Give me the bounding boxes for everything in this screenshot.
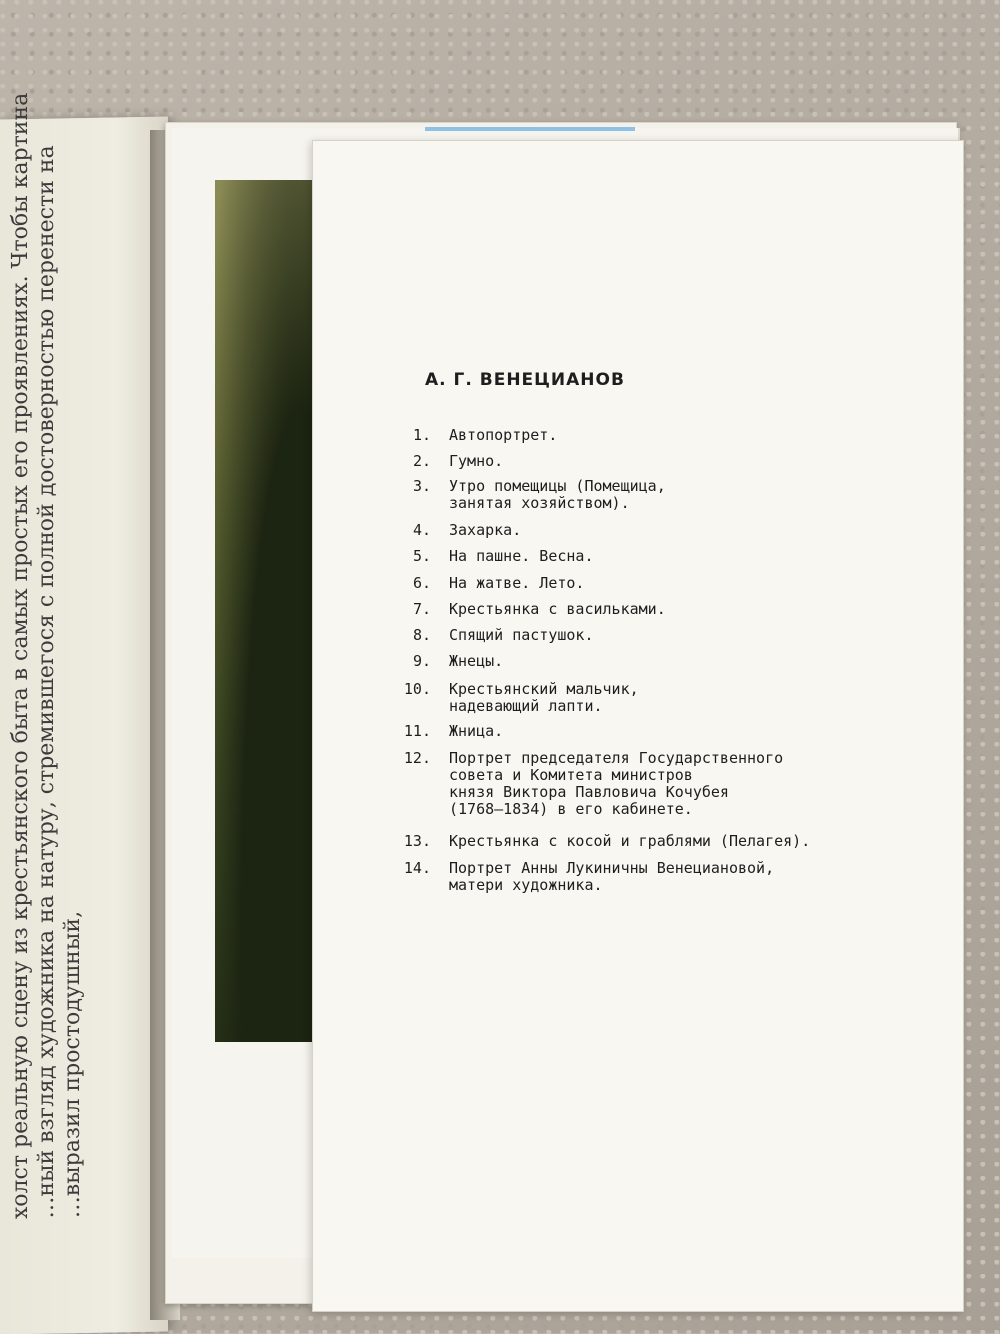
contents-item [383,653,503,670]
item-text-line: надевающий лапти. [449,697,603,715]
artwork-print [215,180,325,1042]
left-page-line: …ный взгляд художника на натуру, стремившегося с полной достоверностью перенести на [34,145,59,1219]
blue-card-edge [425,127,635,131]
contents-item [383,860,774,894]
item-number: 7. [412,600,431,618]
item-number: 12. [403,749,431,767]
item-number: 5. [412,547,431,565]
item-text-line: занятая хозяйством). [449,494,630,512]
book-left-page [0,92,168,1334]
contents-item [383,548,594,565]
contents-card [312,140,964,1312]
item-number: 4. [412,521,431,539]
item-text-line: Захарка. [449,521,522,539]
item-number: 14. [403,859,431,877]
contents-item [383,723,503,740]
item-number: 8. [412,626,431,644]
item-text-line: Гумно. [449,452,504,470]
contents-item [383,575,584,592]
left-page-text [8,92,138,1220]
contents-item [383,750,783,818]
contents-item [383,627,594,644]
item-text-line: Портрет председателя Государственного [449,749,784,767]
left-page-line: холст реальную сцену из крестьянского быта в самых простых его проявлениях. Чтобы картина [8,92,33,1220]
item-number: 1. [412,426,431,444]
item-number: 11. [403,722,431,740]
contents-item [383,453,503,470]
item-text-line: совета и Комитета министров [449,766,693,784]
item-number: 3. [412,477,431,495]
item-text-line: Жница. [449,722,504,740]
item-text-line: На жатве. Лето. [449,574,585,592]
contents-item [383,427,557,444]
left-page-line: …выразил простодушный, [60,910,85,1219]
contents-item [383,522,521,539]
contents-item [383,601,666,618]
item-text-line: Утро помещицы (Помещица, [449,477,666,495]
item-number: 2. [412,452,431,470]
item-text-line: Спящий пастушок. [449,626,594,644]
item-text-line: Крестьянка с косой и граблями (Пелагея). [449,832,811,850]
item-number: 13. [403,832,431,850]
contents-item [383,681,639,715]
item-text-line: князя Виктора Павловича Кочубея [449,783,729,801]
item-number: 10. [403,680,431,698]
card-title: А. Г. ВЕНЕЦИАНОВ [425,370,625,390]
item-text-line: Автопортрет. [449,426,558,444]
item-text-line: Крестьянский мальчик, [449,680,639,698]
contents-item [383,478,666,512]
item-number: 9. [412,652,431,670]
item-text-line: На пашне. Весна. [449,547,594,565]
item-number: 6. [412,574,431,592]
item-text-line: матери художника. [449,876,603,894]
item-text-line: Портрет Анны Лукиничны Венециановой, [449,859,775,877]
item-text-line: Жнецы. [449,652,504,670]
contents-item [383,833,810,850]
item-text-line: Крестьянка с васильками. [449,600,666,618]
item-text-line: (1768—1834) в его кабинете. [449,800,693,818]
